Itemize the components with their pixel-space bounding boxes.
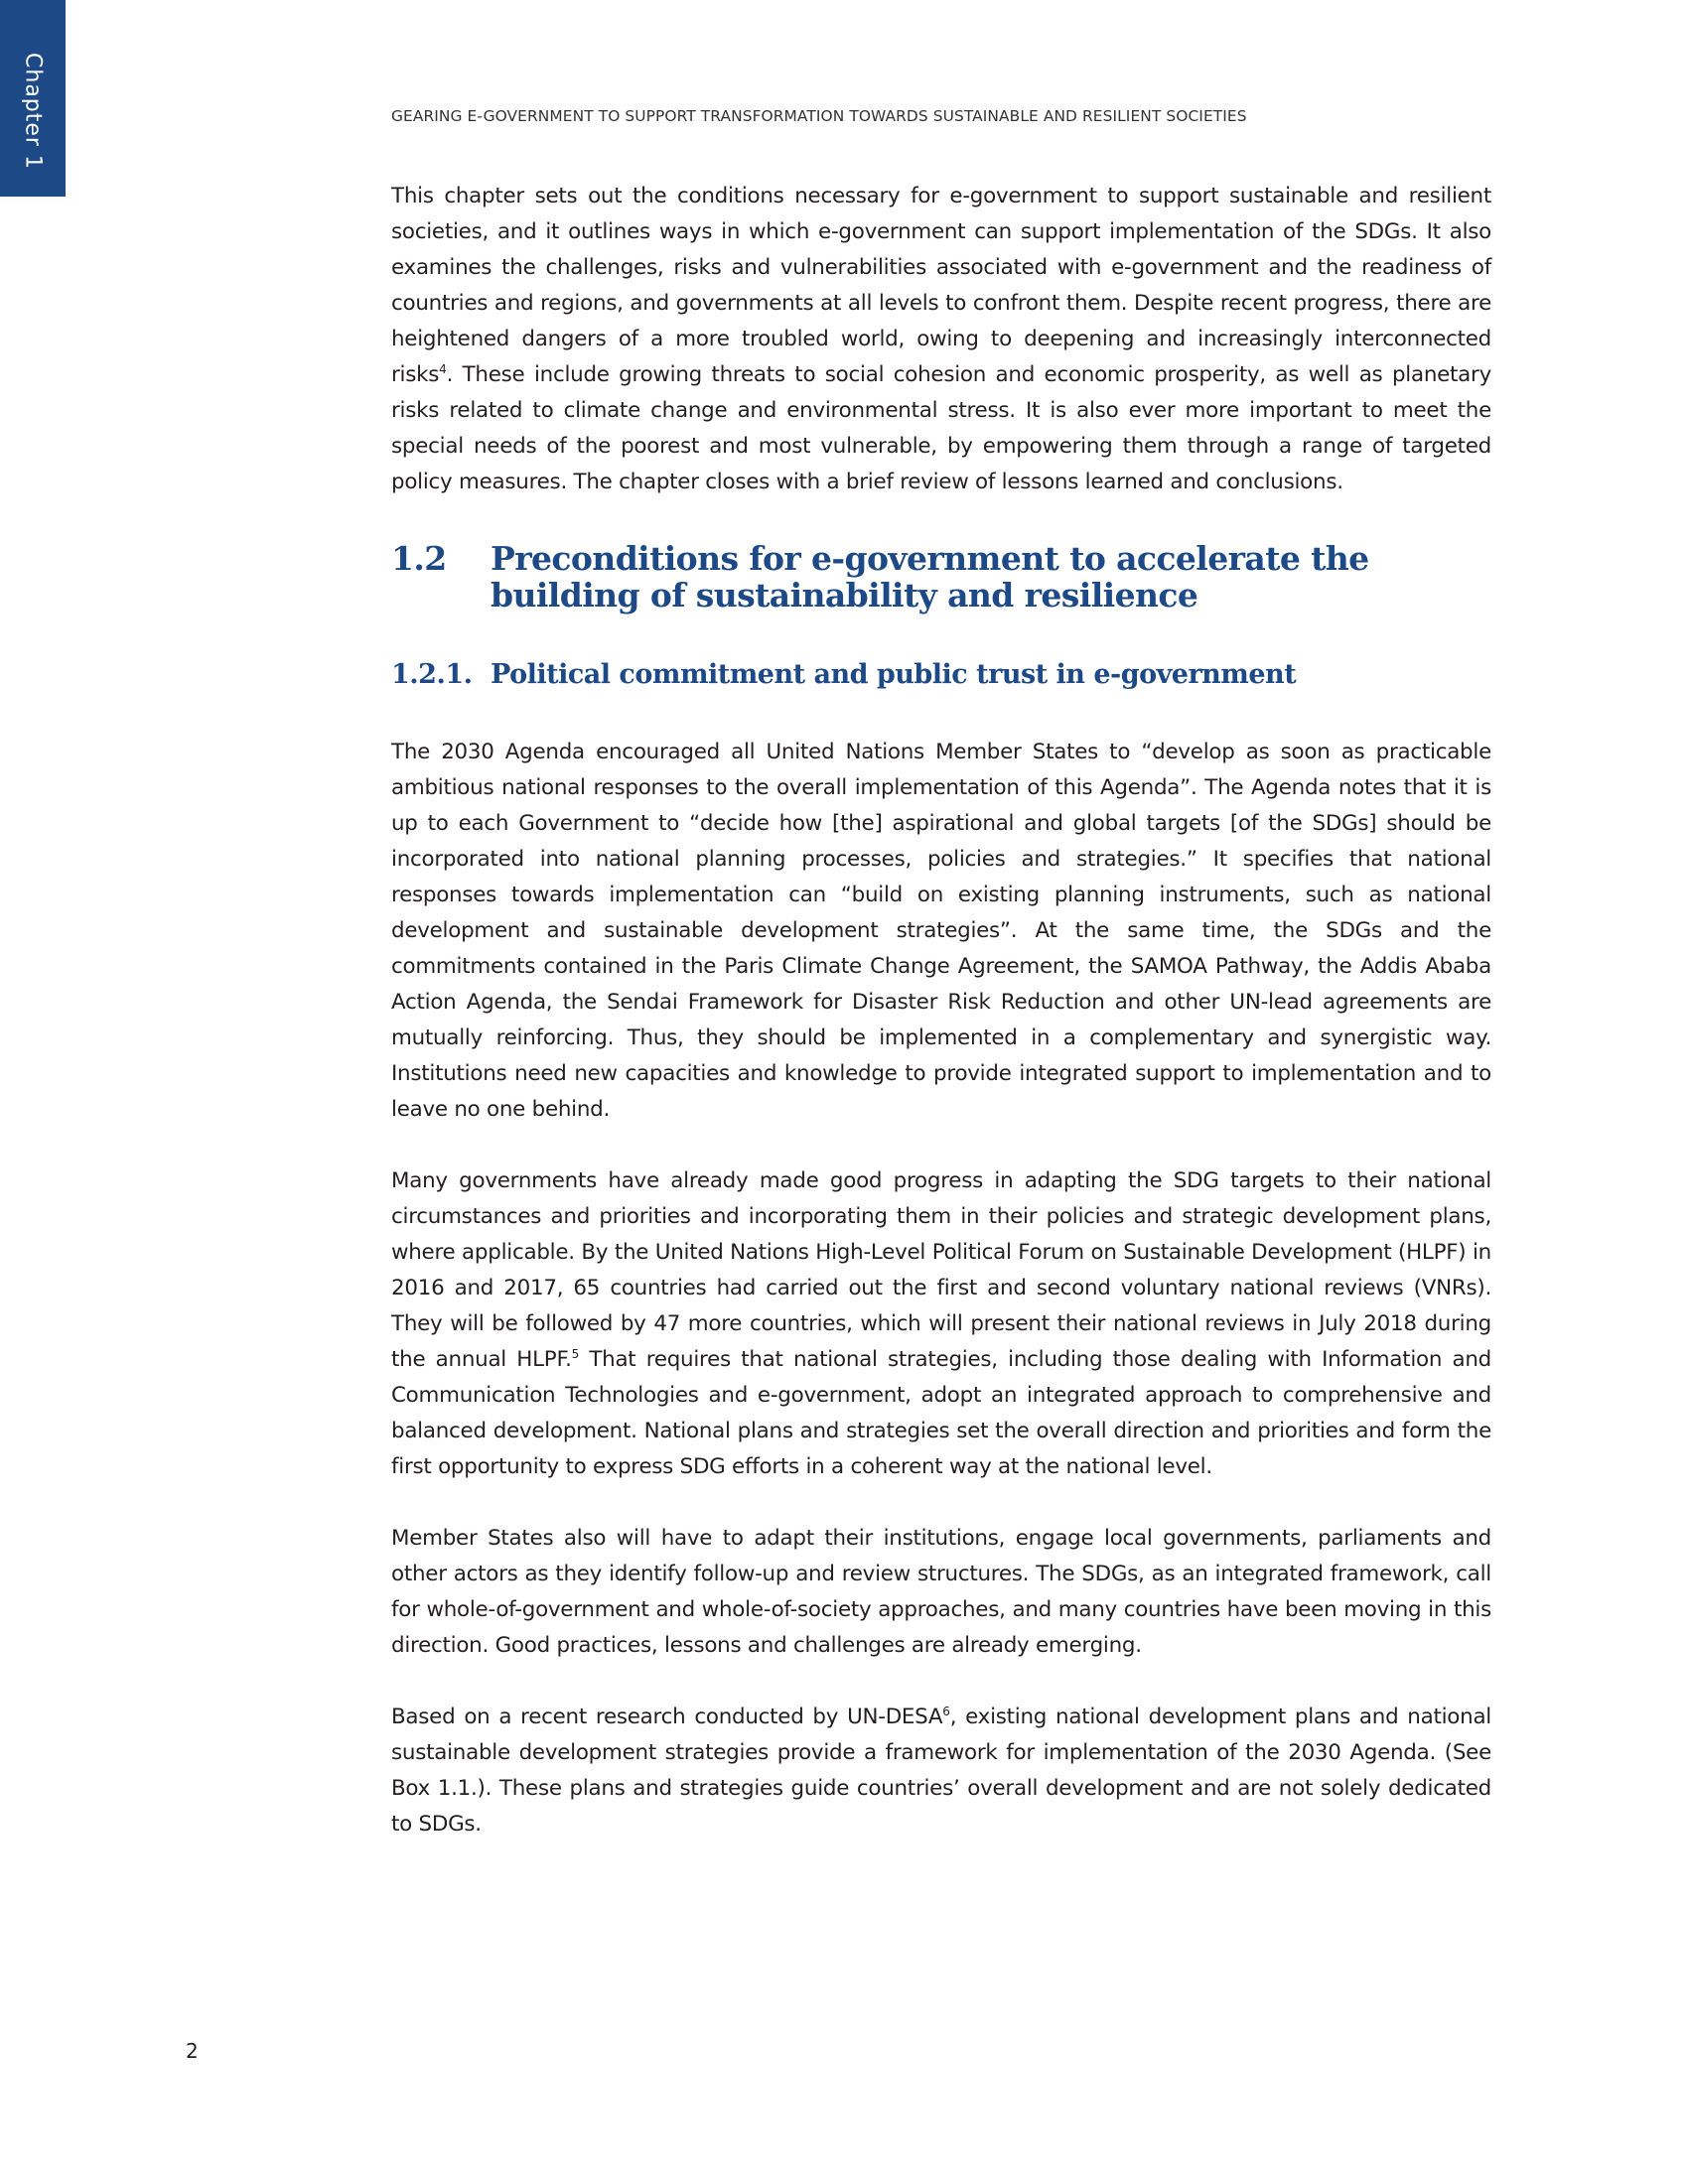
paragraph-un-desa-part1: Based on a recent research conducted by UN-DESA [391,1705,943,1729]
subsection-title: Political commitment and public trust in e-government [491,659,1297,690]
intro-paragraph [391,179,1491,500]
intro-text-part1: This chapter sets out the conditions necessary for e-government to support sustainable and resilient societies, and it outlines ways in which e-government can support implementation of the SDGs. It also examines the challenges, risks and vulnerabilities associated with e-government and the readiness of countries and regions, and governments at all levels to confront them. Despite recent progress, there are heightened dangers of a more troubled world, owing to deepening and increasingly interconnected risks [391,184,1491,387]
section-heading [391,540,1491,614]
footnote-ref-5[interactable]: 5 [571,1346,580,1361]
paragraph-un-desa-part2: , existing national development plans and national sustainable development strategies provide a framework for implementation of the 2030 Agenda. (See Box 1.1.). These plans and strategies guide countries’ overall development and are not solely dedicated to SDGs. [391,1705,1491,1837]
section-number: 1.2 [391,539,447,578]
footnote-ref-4[interactable]: 4 [439,361,447,376]
paragraph-national-progress [391,1163,1491,1485]
paragraph-agenda-2030: The 2030 Agenda encouraged all United Nations Member States to “develop as soon as practicable ambitious national responses to the overall implementation of this Agenda”. The Agenda notes that it is up to each Government to “decide how [the] aspirational and global targets [of the SDGs] should be incorporated into national planning processes, policies and strategies.” It specifies that national responses towards implementation can “build on existing planning instruments, such as national development and sustainable development strategies”. At the same time, the SDGs and the commitments contained in the Paris Climate Change Agreement, the SAMOA Pathway, the Addis Ababa Action Agenda, the Sendai Framework for Disaster Risk Reduction and other UN-lead agreements are mutually reinforcing. Thus, they should be implemented in a complementary and synergistic way. Institutions need new capacities and knowledge to provide integrated support to implementation and to leave no one behind. [391,740,1491,1122]
subsection-heading [391,657,1491,693]
section-title: Preconditions for e-government to accelerate the building of sustainability and resilience [491,539,1369,614]
footnote-ref-6[interactable]: 6 [942,1704,950,1718]
subsection-number: 1.2.1. [391,659,473,690]
paragraph-member-states: Member States also will have to adapt their institutions, engage local governments, parliaments and other actors as they identify follow-up and review structures. The SDGs, as an integrated framework, call for whole-of-government and whole-of-society approaches, and many countries have been moving in this direction. Good practices, lessons and challenges are already emerging. [391,1526,1491,1658]
page-content [391,179,1491,1843]
chapter-tab-label: Chapter 1 [20,53,46,170]
chapter-tab [0,0,66,197]
running-header: GEARING E-GOVERNMENT TO SUPPORT TRANSFORMATION TOWARDS SUSTAINABLE AND RESILIENT SOCIETIES [391,107,1247,125]
paragraph-national-progress-part1: Many governments have already made good progress in adapting the SDG targets to their national circumstances and priorities and incorporating them in their policies and strategic development plans, where applicable. By the United Nations High-Level Political Forum on Sustainable Development (HLPF) in 2016 and 2017, 65 countries had carried out the first and second voluntary national reviews (VNRs). They will be followed by 47 more countries, which will present their national reviews in July 2018 during the annual HLPF. [391,1168,1491,1372]
intro-text-part2: . These include growing threats to social cohesion and economic prosperity, as well as planetary risks related to climate change and environmental stress. It is also ever more important to meet the special needs of the poorest and most vulnerable, by empowering them through a range of targeted policy measures. The chapter closes with a brief review of lessons learned and conclusions. [391,362,1491,494]
page-number: 2 [186,2039,199,2063]
paragraph-un-desa-research [391,1700,1491,1843]
paragraph-national-progress-part2: That requires that national strategies, including those dealing with Information and Communication Technologies and e-government, adopt an integrated approach to comprehensive and balanced development. National plans and strategies set the overall direction and priorities and form the first opportunity to express SDG efforts in a coherent way at the national level. [391,1347,1491,1479]
